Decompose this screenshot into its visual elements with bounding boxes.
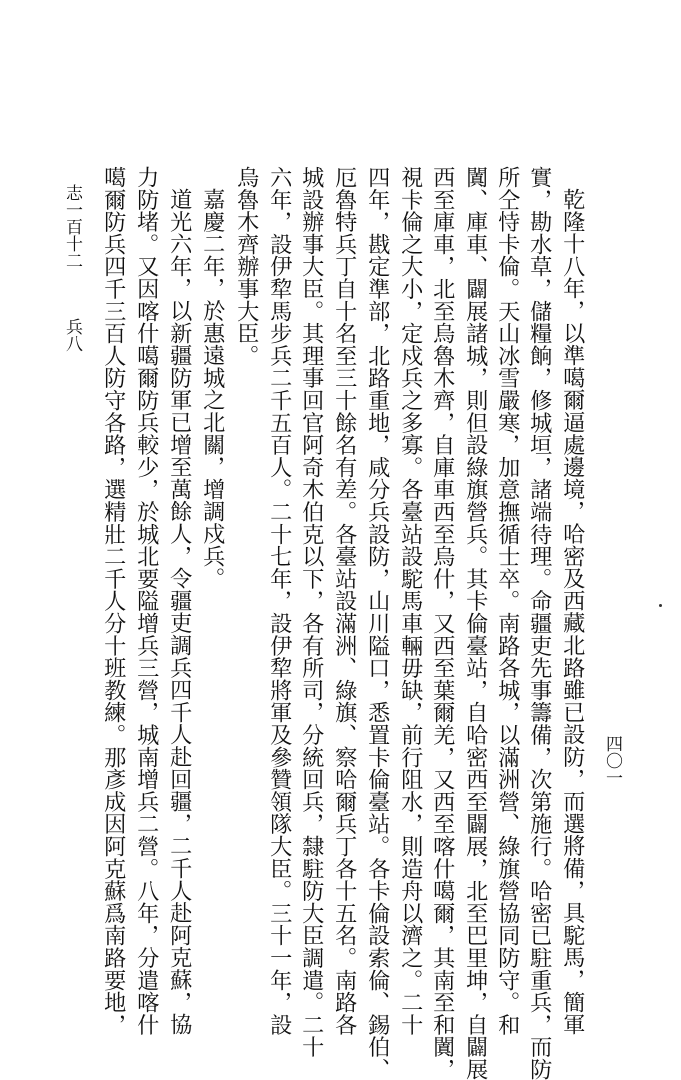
text-column-10: 六年，設伊犂馬步兵二千五百人。二十七年，設伊犂將軍及參贊領隊大臣。三十一年，設 [266, 166, 293, 1036]
text-column-1: 乾隆十八年，以準噶爾逼處邊境，哈密及西藏北路雖已設防，而選將備，具駝馬，簡軍 [559, 188, 586, 1036]
text-column-13: 道光六年，以新疆防軍已增至萬餘人，令疆吏調兵四千人赴回疆，二千人赴阿克蘇，協 [166, 188, 193, 1036]
text-column-15: 噶爾防兵四千三百人防守各路，選精壯二千人分十班教練。那彥成因阿克蘇爲南路要地， [100, 166, 127, 1036]
text-column-8: 厄魯特兵丁自十名至三十餘名有差。各臺站設滿洲、綠旗、察哈爾兵丁各十五名。南路各 [331, 166, 358, 1036]
text-column-12: 嘉慶二年，於惠遠城之北關，增調戍兵。 [199, 188, 226, 590]
running-head-section: 兵八 [62, 318, 82, 352]
text-column-2: 實，勘水草，儲糧餉，修城垣，諸端待理。命疆吏先事籌備，次第施行。哈密已駐重兵，而防 [526, 166, 553, 1080]
text-column-11: 烏魯木齊辦事大臣。 [233, 166, 260, 367]
text-column-14: 力防堵。又因喀什噶爾防兵較少，於城北要隘增兵三營，城南增兵二營。八年，分遣喀什 [133, 166, 160, 1036]
text-column-5: 西至庫車，北至烏魯木齊，自庫車西至烏什，又西至葉爾羌，又西至喀什噶爾，其南至和闐， [429, 166, 456, 1080]
page-number: 四〇一 [602, 735, 622, 786]
scan-speck [659, 604, 662, 607]
running-head-volume: 志一百十二 [62, 184, 82, 269]
text-column-6: 視卡倫之大小，定戍兵之多寡。各臺站設駝馬車輛毋缺，前行阻水，則造舟以濟之。二十 [397, 166, 424, 1036]
text-column-9: 城設辦事大臣。其理事回官阿奇木伯克以下，各有所司，分統回兵，隸駐防大臣調遣。二十 [298, 166, 325, 1058]
text-column-4: 闐、庫車、闢展諸城，則但設綠旗營兵。其卡倫臺站，自哈密西至闢展，北至巴里坤，自闢展 [462, 166, 489, 1080]
text-column-7: 四年，戡定準部，北路重地，咸分兵設防，山川隘口，悉置卡倫臺站。各卡倫設索倫、錫伯、 [364, 166, 391, 1080]
text-column-3: 所仝恃卡倫。天山冰雪嚴寒，加意撫循士卒。南路各城，以滿洲營、綠旗營協同防守。和 [494, 166, 521, 1036]
